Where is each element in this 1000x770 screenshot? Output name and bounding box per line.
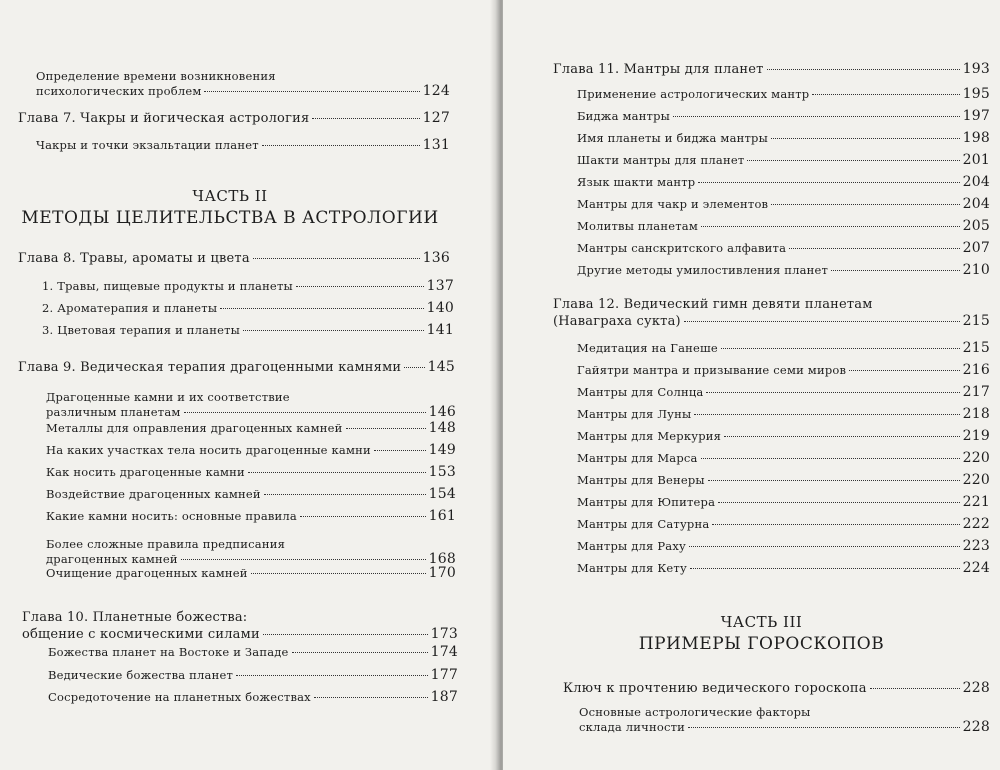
toc-entry-page: 220 [962,450,990,466]
toc-entry-page: 127 [422,110,450,126]
toc-entry-page: 216 [962,362,990,378]
leader-dots [262,144,420,146]
toc-entry [577,131,990,146]
toc-entry [577,263,990,278]
toc-entry-title: Глава 11. Мантры для планет [553,62,764,77]
leader-dots [312,117,419,119]
toc-entry-title: психологических проблем [36,84,202,98]
toc-entry [577,341,990,356]
toc-entry-title-line1: Определение времени возникновения [36,69,276,83]
toc-entry-title: Глава 7. Чакры и йогическая астрология [18,111,310,126]
leader-dots [673,115,960,117]
toc-entry-page: 153 [428,464,456,480]
toc-entry-page: 198 [962,130,990,146]
toc-entry-title: различным планетам [46,405,181,419]
toc-entry-title: Мантры для Сатурна [577,517,710,531]
part-label: ЧАСТЬ II [192,187,268,205]
toc-entry [46,390,456,420]
toc-entry [577,109,990,124]
leader-dots [264,493,426,495]
toc-entry-title: Божества планет на Востоке и Западе [48,645,289,659]
toc-entry-page: 228 [962,719,990,735]
leader-dots [767,68,960,70]
toc-entry-title: Мантры для Юпитера [577,495,716,509]
toc-entry [46,465,456,480]
leader-dots [701,457,960,459]
toc-entry [577,219,990,234]
toc-entry-page: 136 [422,250,450,266]
toc-entry [577,241,990,256]
toc-entry-page: 140 [426,300,454,316]
leader-dots [374,449,426,451]
leader-dots [253,257,420,259]
toc-entry-page: 207 [962,240,990,256]
toc-entry-page: 193 [962,61,990,77]
toc-entry-title: Мантры санскритского алфавита [577,241,787,255]
toc-entry-page: 217 [962,384,990,400]
toc-entry-title: Металлы для оправления драгоценных камней [46,421,343,435]
toc-entry-title: Как носить драгоценные камни [46,465,245,479]
toc-entry-title: Ключ к прочтению ведического гороскопа [563,681,867,696]
leader-dots [688,726,960,728]
toc-entry-title: Биджа мантры [577,109,671,123]
toc-entry-page: 149 [428,442,456,458]
toc-entry-title-line1: Основные астрологические факторы [579,705,811,719]
toc-entry-page: 170 [428,565,456,581]
toc-entry-page: 210 [962,262,990,278]
leader-dots [689,545,960,547]
leader-dots [724,435,960,437]
toc-entry [577,429,990,444]
toc-entry [577,197,990,212]
toc-entry-title: Другие методы умилостивления планет [577,263,829,277]
toc-entry-page: 168 [428,551,456,567]
toc-entry-title: Мантры для Меркурия [577,429,722,443]
toc-entry-title: Мантры для Венеры [577,473,705,487]
toc-entry-page: 219 [962,428,990,444]
toc-entry-title: Применение астрологических мантр [577,87,810,101]
toc-entry-page: 187 [430,689,458,705]
part-heading [0,186,460,230]
toc-entry [46,509,456,524]
leader-dots [721,347,960,349]
toc-chapter [553,61,990,78]
leader-dots [181,558,426,560]
toc-entry-page: 154 [428,486,456,502]
toc-entry-page: 145 [427,359,455,375]
toc-entry [46,566,456,581]
toc-entry [577,407,990,422]
toc-entry-title: Гайятри мантра и призывание семи миров [577,363,847,377]
leader-dots [771,203,959,205]
part-heading [533,612,990,656]
leader-dots [263,633,428,635]
toc-entry-title: Какие камни носить: основные правила [46,509,297,523]
toc-entry-page: 195 [962,86,990,102]
toc-entry-title: 1. Травы, пищевые продукты и планеты [42,279,293,293]
toc-entry-page: 177 [430,667,458,683]
toc-entry [46,537,456,567]
leader-dots [690,567,960,569]
toc-entry [48,690,458,705]
toc-chapter [22,610,458,643]
toc-entry [46,421,456,436]
leader-dots [694,413,959,415]
leader-dots [706,391,959,393]
toc-entry [577,473,990,488]
toc-chapter [18,250,450,267]
toc-entry-page: 204 [962,196,990,212]
leader-dots [771,137,960,139]
toc-entry-page: 218 [962,406,990,422]
toc-chapter [553,297,990,330]
toc-entry-title: драгоценных камней [46,552,178,566]
toc-chapter [563,680,990,697]
toc-entry-page: 161 [428,508,456,524]
toc-entry-title: Мантры для Луны [577,407,692,421]
toc-entry-title: (Наваграха сукта) [553,314,681,329]
toc-entry-title: На каких участках тела носить драгоценные камни [46,443,371,457]
toc-entry-title: Глава 8. Травы, ароматы и цвета [18,251,250,266]
leader-dots [292,651,428,653]
leader-dots [684,320,960,322]
toc-entry-page: 137 [426,278,454,294]
toc-entry [42,279,454,294]
toc-entry-page: 146 [428,404,456,420]
leader-dots [243,329,424,331]
leader-dots [701,225,960,227]
leader-dots [300,515,426,517]
toc-entry [577,539,990,554]
toc-entry [577,517,990,532]
toc-entry-page: 201 [962,152,990,168]
toc-chapter [18,110,450,127]
toc-entry-title-line1: Более сложные правила предписания [46,537,286,551]
toc-entry [577,451,990,466]
toc-entry [42,301,454,316]
toc-entry-title: Молитвы планетам [577,219,698,233]
part-title: МЕТОДЫ ЦЕЛИТЕЛЬСТВА В АСТРОЛОГИИ [21,208,439,228]
toc-entry-title: Мантры для чакр и элементов [577,197,769,211]
toc-entry-page: 223 [962,538,990,554]
leader-dots [747,159,959,161]
toc-entry-page: 224 [962,560,990,576]
toc-entry-title-line1: Драгоценные камни и их соответствие [46,390,290,404]
toc-entry-page: 197 [962,108,990,124]
part-label: ЧАСТЬ III [720,613,803,631]
left-page [0,0,497,770]
toc-entry [577,495,990,510]
toc-entry-title: Медитация на Ганеше [577,341,718,355]
toc-entry [577,87,990,102]
toc-entry-page: 205 [962,218,990,234]
toc-entry-title: Ведические божества планет [48,668,234,682]
leader-dots [812,93,959,95]
toc-entry [579,705,990,735]
toc-entry [48,668,458,683]
leader-dots [708,479,960,481]
leader-dots [184,411,426,413]
toc-entry-page: 124 [422,83,450,99]
leader-dots [789,247,960,249]
leader-dots [296,285,424,287]
toc-entry [577,153,990,168]
toc-entry [36,138,450,153]
toc-entry-title: Мантры для Солнца [577,385,704,399]
toc-entry-page: 141 [426,322,454,338]
toc-entry-page: 173 [430,626,458,642]
leader-dots [718,501,960,503]
toc-entry-title: Мантры для Марса [577,451,698,465]
toc-entry-page: 228 [962,680,990,696]
toc-entry-title-line1: Глава 12. Ведический гимн девяти планетам [553,297,873,312]
leader-dots [204,90,419,92]
right-page [503,0,1000,770]
toc-entry-title: Имя планеты и биджа мантры [577,131,768,145]
leader-dots [248,471,426,473]
toc-entry [36,69,450,99]
toc-entry-title: 3. Цветовая терапия и планеты [42,323,241,337]
toc-entry-title: Воздействие драгоценных камней [46,487,261,501]
leader-dots [831,269,960,271]
toc-chapter [18,359,455,376]
toc-entry-title: 2. Ароматерапия и планеты [42,301,218,315]
toc-entry-title: Очищение драгоценных камней [46,566,248,580]
leader-dots [314,696,428,698]
toc-entry-title: Язык шакти мантр [577,175,696,189]
leader-dots [346,427,426,429]
leader-dots [698,181,959,183]
toc-entry-page: 131 [422,137,450,153]
toc-entry [577,363,990,378]
toc-entry-page: 204 [962,174,990,190]
leader-dots [251,572,426,574]
toc-entry-title: склада личности [579,720,686,734]
toc-entry [46,487,456,502]
toc-entry-title: Чакры и точки экзальтации планет [36,138,259,152]
toc-entry [46,443,456,458]
leader-dots [849,369,959,371]
toc-entry [577,561,990,576]
toc-entry [42,323,454,338]
toc-entry-title: Мантры для Раху [577,539,686,553]
toc-entry-page: 148 [428,420,456,436]
part-title: ПРИМЕРЫ ГОРОСКОПОВ [638,634,885,654]
toc-entry-page: 220 [962,472,990,488]
toc-entry [48,645,458,660]
toc-entry-page: 174 [430,644,458,660]
toc-entry-title-line1: Глава 10. Планетные божества: [22,610,248,625]
leader-dots [220,307,423,309]
toc-entry-page: 221 [962,494,990,510]
leader-dots [870,687,960,689]
toc-entry-page: 222 [962,516,990,532]
toc-entry-title: Шакти мантры для планет [577,153,745,167]
leader-dots [712,523,959,525]
toc-entry-title: Мантры для Кету [577,561,687,575]
leader-dots [404,366,424,368]
toc-entry-title: Сосредоточение на планетных божествах [48,690,311,704]
toc-entry-page: 215 [962,340,990,356]
toc-entry-page: 215 [962,313,990,329]
leader-dots [236,674,428,676]
toc-entry-title: общение с космическими силами [22,627,260,642]
toc-entry-title: Глава 9. Ведическая терапия драгоценными камнями [18,360,402,375]
toc-entry [577,385,990,400]
toc-entry [577,175,990,190]
